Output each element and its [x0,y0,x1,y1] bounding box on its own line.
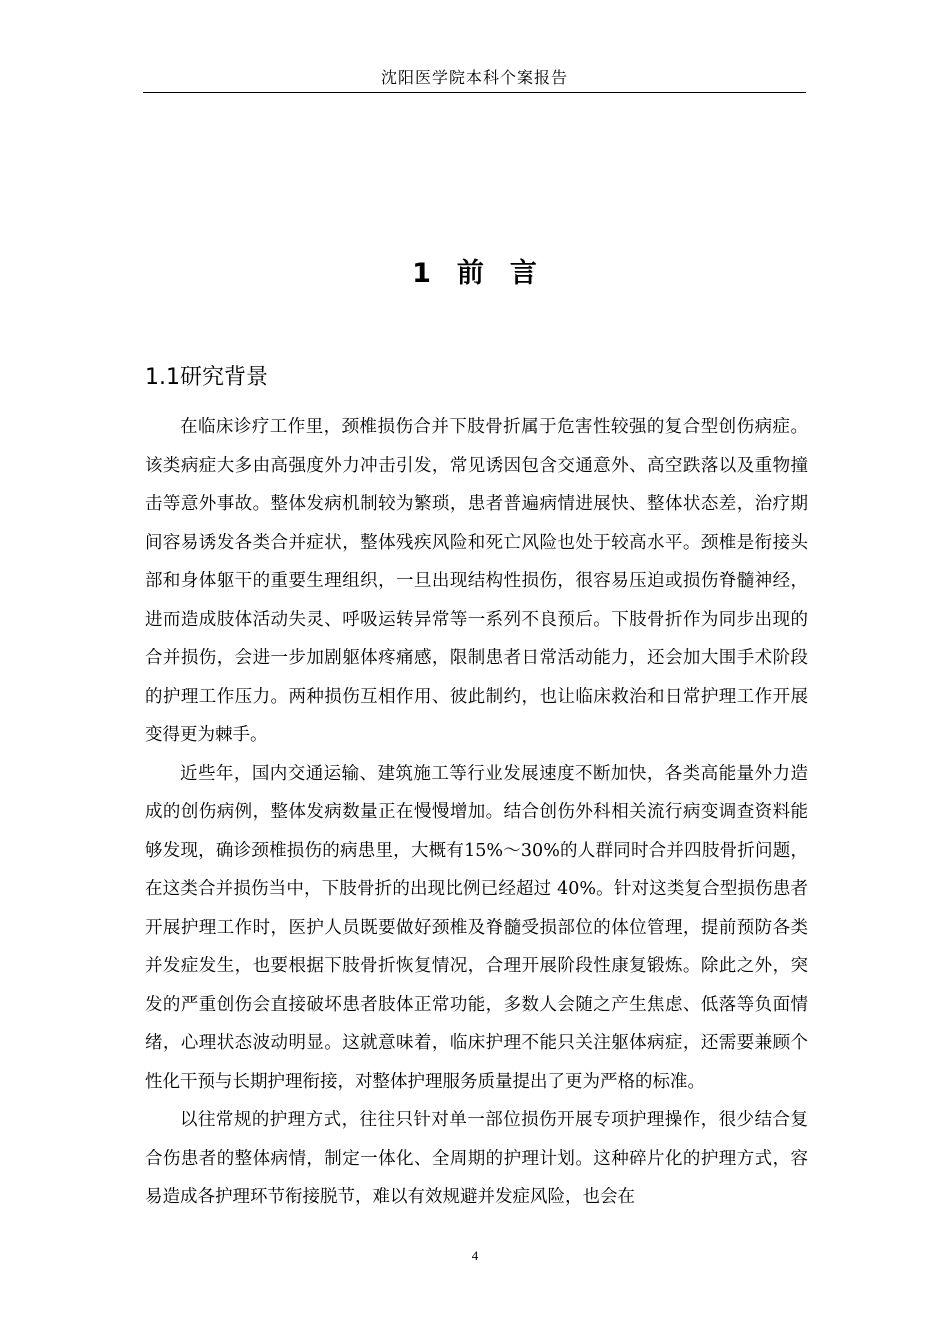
header-rule [143,92,806,93]
chapter-number: 1 [412,258,431,289]
paragraph-1: 在临床诊疗工作里，颈椎损伤合并下肢骨折属于危害性较强的复合型创伤病症。该类病症大多由高强度外力冲击引发，常见诱因包含交通意外、高空跌落以及重物撞击等意外事故。整体发病机制较为繁琐，患者普遍病情进展快、整体状态差，治疗期间容易诱发各类合并症状，整体残疾风险和死亡风险也处于较高水平。颈椎是衔接头部和身体躯干的重要生理组织，一旦出现结构性损伤，很容易压迫或损伤脊髓神经，进而造成肢体活动失灵、呼吸运转异常等一系列不良预后。下肢骨折作为同步出现的合并损伤，会进一步加剧躯体疼痛感，限制患者日常活动能力，还会加大围手术阶段的护理工作压力。两种损伤互相作用、彼此制约，也让临床救治和日常护理工作开展变得更为棘手。 [145,417,808,745]
chapter-title [143,252,806,296]
paragraph-2: 近些年，国内交通运输、建筑施工等行业发展速度不断加快，各类高能量外力造成的创伤病例，整体发病数量正在慢慢增加。结合创伤外科相关流行病变调查资料能够发现，确诊颈椎损伤的病患里，大概有15%～30%的人群同时合并四肢骨折问题，在这类合并损伤当中，下肢骨折的出现比例已经超过 40%。针对这类复合型损伤患者开展护理工作时，医护人员既要做好颈椎及脊髓受损部位的体位管理，提前预防各类并发症发生，也要根据下肢骨折恢复情况，合理开展阶段性康复锻炼。除此之外，突发的严重创伤会直接破坏患者肢体正常功能，多数人会随之产生焦虑、低落等负面情绪，心理状态波动明显。这就意味着，临床护理不能只关注躯体病症，还需要兼顾个性化干预与长期护理衔接，对整体护理服务质量提出了更为严格的标准。 [145,763,808,1092]
paragraph-3: 以往常规的护理方式，往往只针对单一部位损伤开展专项护理操作，很少结合复合伤患者的整体病情，制定一体化、全周期的护理计划。这种碎片化的护理方式，容易造成各护理环节衔接脱节，难以有效规避并发症风险，也会在 [145,1110,808,1207]
chapter-title-part1: 前 [456,258,484,289]
chapter-title-part2: 言 [509,258,537,289]
running-header: 沈阳医学院本科个案报告 [380,68,568,87]
page-number: 4 [471,1248,479,1263]
body-text [145,408,808,1217]
section-title: 1.1研究背景 [145,365,268,390]
